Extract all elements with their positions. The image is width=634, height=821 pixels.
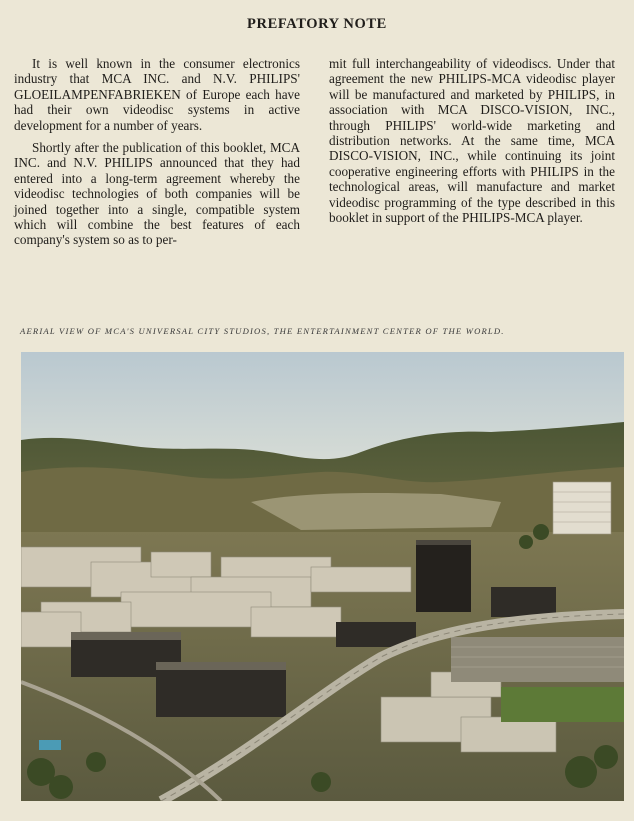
right-column <box>329 56 615 232</box>
page-title: PREFATORY NOTE <box>247 16 387 32</box>
black-tower <box>416 542 471 612</box>
aerial-photo <box>21 352 624 801</box>
green-lawn <box>501 687 624 722</box>
aerial-photo-illustration <box>21 352 624 801</box>
hotel-tower <box>553 482 611 534</box>
paragraph: mit full interchangeability of videodiscs. Under that agreement the new PHILIPS-MCA videodisc player will be manufactured and marketed by PHILIPS, in association with MCA DISCO-VISION, INC., through PHILIPS' world-wide marketing and distribution networks. At the same time, MCA DISCO-VISION, INC., while continuing its joint cooperative engineering efforts with PHILIPS in the technological areas, will manufacture and market videodisc programming of the type described in this booklet in support of the PHILIPS-MCA player. <box>329 56 615 226</box>
parking-lot <box>451 637 624 682</box>
photo-caption: AERIAL VIEW OF MCA'S UNIVERSAL CITY STUDIOS, THE ENTERTAINMENT CENTER OF THE WORLD. <box>20 326 505 336</box>
left-column <box>14 56 300 255</box>
paragraph: Shortly after the publication of this booklet, MCA INC. and N.V. PHILIPS announced that they had entered into a long-term agreement whereby the videodisc technologies of both companies will be joined together into a single, compatible system which will combine the best features of each company's system so as to per- <box>14 140 300 248</box>
swimming-pool <box>39 740 61 750</box>
paragraph: It is well known in the consumer electronics industry that MCA INC. and N.V. PHILIPS' GLOEILAMPENFABRIEKEN of Europe each have had their own videodisc systems in active development for a number of years. <box>14 56 300 133</box>
